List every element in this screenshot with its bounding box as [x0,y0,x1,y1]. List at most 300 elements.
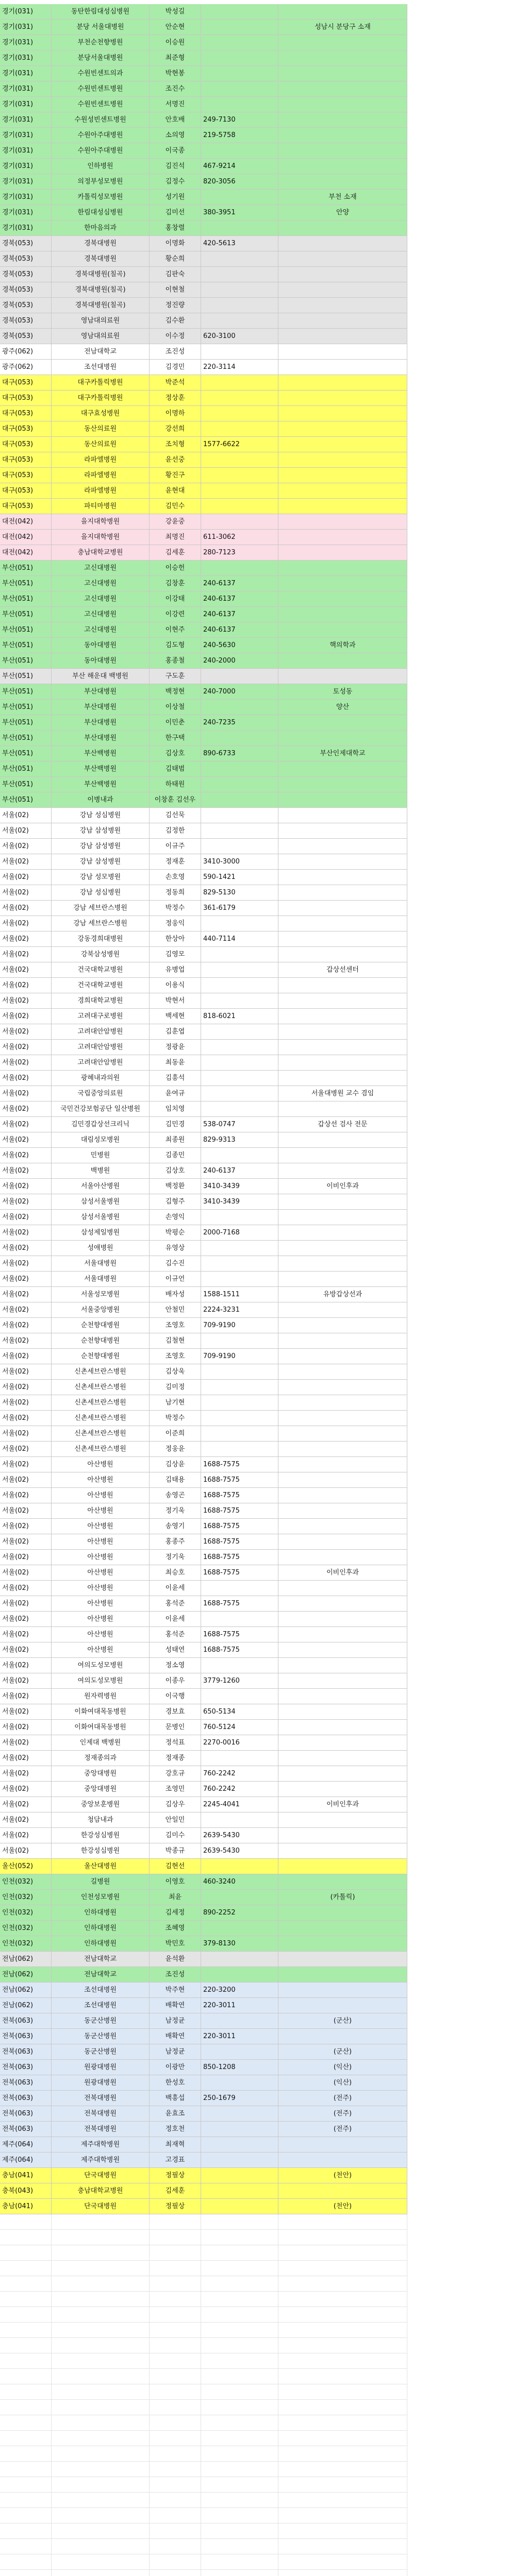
doctor-cell[interactable]: 조진성 [150,344,201,360]
region-cell[interactable]: 인천(032) [0,1874,52,1890]
note-cell[interactable] [278,112,407,128]
region-cell[interactable]: 부산(051) [0,792,52,808]
hospital-cell[interactable]: 전북대병원 [52,2091,150,2106]
empty-cell[interactable] [201,2523,278,2539]
region-cell[interactable]: 부산(051) [0,746,52,761]
doctor-cell[interactable]: 서명진 [150,97,201,112]
doctor-cell[interactable]: 손영익 [150,1210,201,1225]
note-cell[interactable] [278,360,407,375]
note-cell[interactable] [278,916,407,931]
doctor-cell[interactable]: 정필상 [150,2168,201,2183]
empty-cell[interactable] [278,2276,407,2292]
empty-cell[interactable] [201,2384,278,2400]
phone-cell[interactable] [201,375,278,391]
doctor-cell[interactable]: 강호규 [150,1766,201,1782]
empty-cell[interactable] [201,2214,278,2230]
doctor-cell[interactable]: 홍석준 [150,1596,201,1612]
doctor-cell[interactable]: 이상철 [150,700,201,715]
phone-cell[interactable] [201,2183,278,2199]
region-cell[interactable]: 인천(032) [0,1890,52,1905]
region-cell[interactable]: 제주(064) [0,2137,52,2153]
phone-cell[interactable]: 3410-3439 [201,1194,278,1210]
hospital-cell[interactable]: 강남 성심병원 [52,808,150,823]
hospital-cell[interactable]: 단국대병원 [52,2168,150,2183]
doctor-cell[interactable]: 이규언 [150,1272,201,1287]
region-cell[interactable]: 서울(02) [0,1256,52,1272]
doctor-cell[interactable]: 안일민 [150,1812,201,1828]
empty-cell[interactable] [150,2477,201,2493]
region-cell[interactable]: 서울(02) [0,901,52,916]
region-cell[interactable]: 서울(02) [0,1009,52,1024]
doctor-cell[interactable]: 이승원 [150,35,201,50]
note-cell[interactable] [278,1101,407,1117]
note-cell[interactable] [278,1380,407,1395]
hospital-cell[interactable]: 중앙대병원 [52,1766,150,1782]
phone-cell[interactable] [201,1364,278,1380]
phone-cell[interactable]: 280-7123 [201,545,278,561]
phone-cell[interactable]: 219-5758 [201,128,278,143]
region-cell[interactable]: 대구(053) [0,375,52,391]
empty-cell[interactable] [0,2493,52,2508]
empty-cell[interactable] [52,2214,150,2230]
doctor-cell[interactable]: 김경민 [150,360,201,375]
phone-cell[interactable] [201,947,278,962]
empty-cell[interactable] [0,2323,52,2338]
doctor-cell[interactable]: 김형주 [150,1194,201,1210]
region-cell[interactable]: 서울(02) [0,1194,52,1210]
phone-cell[interactable] [201,1921,278,1936]
note-cell[interactable] [278,282,407,298]
phone-cell[interactable] [201,251,278,267]
region-cell[interactable]: 서울(02) [0,1426,52,1442]
region-cell[interactable]: 서울(02) [0,808,52,823]
note-cell[interactable] [278,1364,407,1380]
empty-cell[interactable] [201,2570,278,2576]
doctor-cell[interactable]: 이창훈 김선우 [150,792,201,808]
phone-cell[interactable] [201,1086,278,1101]
region-cell[interactable]: 인천(032) [0,1936,52,1952]
region-cell[interactable]: 서울(02) [0,962,52,978]
note-cell[interactable] [278,1627,407,1642]
empty-cell[interactable] [278,2338,407,2353]
doctor-cell[interactable]: 정기욱 [150,1503,201,1519]
note-cell[interactable] [278,607,407,622]
doctor-cell[interactable]: 송영기 [150,1519,201,1534]
empty-cell[interactable] [150,2523,201,2539]
empty-cell[interactable] [52,2446,150,2462]
doctor-cell[interactable]: 이명화 [150,236,201,251]
hospital-cell[interactable]: 대구효성병원 [52,406,150,421]
phone-cell[interactable] [201,978,278,993]
hospital-cell[interactable]: 아산병원 [52,1627,150,1642]
phone-cell[interactable]: 249-7130 [201,112,278,128]
hospital-cell[interactable]: 경북대병원 [52,251,150,267]
phone-cell[interactable] [201,391,278,406]
phone-cell[interactable]: 890-6733 [201,746,278,761]
phone-cell[interactable] [201,1612,278,1627]
note-cell[interactable] [278,1859,407,1874]
phone-cell[interactable] [201,1101,278,1117]
hospital-cell[interactable]: 조선대병원 [52,360,150,375]
region-cell[interactable]: 서울(02) [0,1534,52,1550]
phone-cell[interactable]: 829-5130 [201,885,278,901]
hospital-cell[interactable]: 국립중앙의료원 [52,1086,150,1101]
hospital-cell[interactable]: 아산병원 [52,1596,150,1612]
phone-cell[interactable] [201,1272,278,1287]
phone-cell[interactable]: 829-9313 [201,1132,278,1148]
phone-cell[interactable] [201,452,278,468]
region-cell[interactable]: 서울(02) [0,1797,52,1812]
region-cell[interactable]: 서울(02) [0,1689,52,1704]
note-cell[interactable] [278,978,407,993]
empty-cell[interactable] [278,2384,407,2400]
note-cell[interactable]: (전주) [278,2091,407,2106]
region-cell[interactable]: 울산(052) [0,1859,52,1874]
doctor-cell[interactable]: 홍석준 [150,1627,201,1642]
region-cell[interactable]: 경기(031) [0,35,52,50]
empty-cell[interactable] [201,2292,278,2307]
empty-cell[interactable] [278,2446,407,2462]
note-cell[interactable] [278,329,407,344]
phone-cell[interactable]: 2639-5430 [201,1828,278,1843]
hospital-cell[interactable]: 영남대의료원 [52,313,150,329]
hospital-cell[interactable]: 정재종의과 [52,1751,150,1766]
note-cell[interactable]: 부천 소재 [278,190,407,205]
doctor-cell[interactable]: 안철민 [150,1302,201,1318]
region-cell[interactable]: 전북(063) [0,2060,52,2075]
empty-cell[interactable] [52,2230,150,2245]
hospital-cell[interactable]: 경북대병원(칠곡) [52,298,150,313]
empty-cell[interactable] [0,2214,52,2230]
note-cell[interactable] [278,1689,407,1704]
doctor-cell[interactable]: 정동희 [150,885,201,901]
phone-cell[interactable] [201,97,278,112]
hospital-cell[interactable]: 광혜내과의원 [52,1071,150,1086]
region-cell[interactable]: 대구(053) [0,406,52,421]
phone-cell[interactable]: 818-6021 [201,1009,278,1024]
phone-cell[interactable] [201,81,278,97]
doctor-cell[interactable]: 김태범 [150,761,201,777]
region-cell[interactable]: 서울(02) [0,1843,52,1859]
note-cell[interactable] [278,236,407,251]
region-cell[interactable]: 서울(02) [0,931,52,947]
doctor-cell[interactable]: 김미정 [150,1380,201,1395]
note-cell[interactable] [278,761,407,777]
phone-cell[interactable] [201,1952,278,1967]
note-cell[interactable] [278,1241,407,1256]
phone-cell[interactable] [201,1426,278,1442]
doctor-cell[interactable]: 박현서 [150,993,201,1009]
doctor-cell[interactable]: 백흥섭 [150,2091,201,2106]
doctor-cell[interactable]: 구도훈 [150,669,201,684]
empty-cell[interactable] [278,2292,407,2307]
region-cell[interactable]: 서울(02) [0,1364,52,1380]
note-cell[interactable] [278,2029,407,2044]
note-cell[interactable] [278,1936,407,1952]
empty-cell[interactable] [52,2539,150,2554]
hospital-cell[interactable]: 수원아주대병원 [52,143,150,159]
region-cell[interactable]: 서울(02) [0,1071,52,1086]
region-cell[interactable]: 서울(02) [0,1751,52,1766]
region-cell[interactable]: 서울(02) [0,1735,52,1751]
empty-cell[interactable] [150,2369,201,2384]
empty-cell[interactable] [0,2508,52,2523]
note-cell[interactable]: (천안) [278,2168,407,2183]
hospital-cell[interactable]: 경북대병원(칠곡) [52,282,150,298]
phone-cell[interactable] [201,1442,278,1457]
doctor-cell[interactable]: 김정한 [150,823,201,839]
hospital-cell[interactable]: 이병내과 [52,792,150,808]
hospital-cell[interactable]: 부산대병원 [52,715,150,731]
region-cell[interactable]: 대전(042) [0,545,52,561]
empty-cell[interactable] [150,2230,201,2245]
note-cell[interactable] [278,777,407,792]
hospital-cell[interactable]: 대림성모병원 [52,1132,150,1148]
empty-cell[interactable] [52,2554,150,2570]
hospital-cell[interactable]: 여의도성모병원 [52,1673,150,1689]
region-cell[interactable]: 서울(02) [0,1704,52,1720]
phone-cell[interactable] [201,823,278,839]
empty-cell[interactable] [52,2400,150,2415]
doctor-cell[interactable]: 고경표 [150,2153,201,2168]
hospital-cell[interactable]: 성애병원 [52,1241,150,1256]
hospital-cell[interactable]: 원광대병원 [52,2075,150,2091]
hospital-cell[interactable]: 인하대병원 [52,1936,150,1952]
doctor-cell[interactable]: 유영상 [150,1241,201,1256]
hospital-cell[interactable]: 중앙대병원 [52,1782,150,1797]
region-cell[interactable]: 서울(02) [0,1210,52,1225]
note-cell[interactable] [278,514,407,530]
doctor-cell[interactable]: 최윤 [150,1890,201,1905]
hospital-cell[interactable]: 고신대병원 [52,561,150,576]
region-cell[interactable]: 경북(053) [0,267,52,282]
hospital-cell[interactable]: 이화여대목동병원 [52,1704,150,1720]
note-cell[interactable]: 이비인후과 [278,1797,407,1812]
region-cell[interactable]: 서울(02) [0,870,52,885]
phone-cell[interactable] [201,2075,278,2091]
region-cell[interactable]: 서울(02) [0,1179,52,1194]
hospital-cell[interactable]: 여의도성모병원 [52,1658,150,1673]
doctor-cell[interactable]: 정진량 [150,298,201,313]
doctor-cell[interactable]: 정재종 [150,1751,201,1766]
doctor-cell[interactable]: 이영호 [150,1874,201,1890]
phone-cell[interactable] [201,2137,278,2153]
region-cell[interactable]: 부산(051) [0,576,52,591]
empty-cell[interactable] [201,2446,278,2462]
region-cell[interactable]: 전북(063) [0,2106,52,2122]
phone-cell[interactable]: 240-6137 [201,622,278,638]
note-cell[interactable]: (익산) [278,2060,407,2075]
empty-cell[interactable] [52,2570,150,2576]
phone-cell[interactable] [201,1040,278,1055]
note-cell[interactable] [278,1349,407,1364]
phone-cell[interactable] [201,1967,278,1982]
phone-cell[interactable] [201,514,278,530]
empty-cell[interactable] [52,2431,150,2446]
doctor-cell[interactable]: 소의영 [150,128,201,143]
doctor-cell[interactable]: 이강련 [150,607,201,622]
phone-cell[interactable]: 240-2000 [201,653,278,669]
empty-cell[interactable] [150,2245,201,2261]
region-cell[interactable]: 경기(031) [0,143,52,159]
note-cell[interactable]: 갑상선 검사 전문 [278,1117,407,1132]
empty-cell[interactable] [278,2570,407,2576]
phone-cell[interactable]: 709-9190 [201,1318,278,1333]
empty-cell[interactable] [0,2292,52,2307]
empty-cell[interactable] [150,2292,201,2307]
phone-cell[interactable]: 250-1679 [201,2091,278,2106]
hospital-cell[interactable]: 아산병원 [52,1519,150,1534]
region-cell[interactable]: 인천(032) [0,1921,52,1936]
note-cell[interactable] [278,313,407,329]
empty-cell[interactable] [52,2415,150,2431]
phone-cell[interactable]: 620-3100 [201,329,278,344]
phone-cell[interactable] [201,20,278,35]
phone-cell[interactable]: 760-2242 [201,1782,278,1797]
region-cell[interactable]: 경기(031) [0,205,52,221]
region-cell[interactable]: 부산(051) [0,561,52,576]
phone-cell[interactable]: 1688-7575 [201,1534,278,1550]
region-cell[interactable]: 경기(031) [0,159,52,174]
doctor-cell[interactable]: 경보효 [150,1704,201,1720]
doctor-cell[interactable]: 최승호 [150,1565,201,1581]
note-cell[interactable] [278,808,407,823]
region-cell[interactable]: 대전(042) [0,530,52,545]
phone-cell[interactable]: 240-6137 [201,607,278,622]
hospital-cell[interactable]: 을지대학병원 [52,530,150,545]
doctor-cell[interactable]: 이윤세 [150,1612,201,1627]
note-cell[interactable] [278,839,407,854]
doctor-cell[interactable]: 김현선 [150,1859,201,1874]
note-cell[interactable] [278,128,407,143]
empty-cell[interactable] [150,2261,201,2276]
hospital-cell[interactable]: 라파엘병원 [52,468,150,483]
hospital-cell[interactable]: 을지대학병원 [52,514,150,530]
note-cell[interactable] [278,344,407,360]
doctor-cell[interactable]: 김상호 [150,1163,201,1179]
empty-cell[interactable] [201,2539,278,2554]
doctor-cell[interactable]: 김세훈 [150,2183,201,2199]
hospital-cell[interactable]: 수원빈센트의과 [52,66,150,81]
empty-cell[interactable] [150,2384,201,2400]
empty-cell[interactable] [0,2307,52,2323]
hospital-cell[interactable]: 고려대안암병원 [52,1040,150,1055]
doctor-cell[interactable]: 홍종주 [150,1534,201,1550]
phone-cell[interactable] [201,2106,278,2122]
phone-cell[interactable]: 1688-7575 [201,1519,278,1534]
note-cell[interactable] [278,4,407,20]
hospital-cell[interactable]: 전남대학교 [52,1952,150,1967]
phone-cell[interactable]: 1688-7575 [201,1550,278,1565]
hospital-cell[interactable]: 강남 삼성병원 [52,839,150,854]
region-cell[interactable]: 서울(02) [0,1055,52,1071]
empty-cell[interactable] [52,2384,150,2400]
region-cell[interactable]: 서울(02) [0,1333,52,1349]
region-cell[interactable]: 경기(031) [0,221,52,236]
phone-cell[interactable] [201,700,278,715]
note-cell[interactable] [278,2137,407,2153]
hospital-cell[interactable]: 한강성심병원 [52,1843,150,1859]
empty-cell[interactable] [0,2570,52,2576]
doctor-cell[interactable]: 이민춘 [150,715,201,731]
note-cell[interactable] [278,2153,407,2168]
region-cell[interactable]: 경북(053) [0,282,52,298]
empty-cell[interactable] [52,2508,150,2523]
hospital-cell[interactable]: 민병원 [52,1148,150,1163]
doctor-cell[interactable]: 박정수 [150,1411,201,1426]
hospital-cell[interactable]: 아산병원 [52,1565,150,1581]
note-cell[interactable] [278,1642,407,1658]
hospital-cell[interactable]: 서울대병원 [52,1256,150,1272]
note-cell[interactable] [278,1751,407,1766]
hospital-cell[interactable]: 이화여대목동병원 [52,1720,150,1735]
phone-cell[interactable]: 240-6137 [201,591,278,607]
doctor-cell[interactable]: 이윤세 [150,1581,201,1596]
hospital-cell[interactable]: 중앙보훈병원 [52,1797,150,1812]
note-cell[interactable] [278,885,407,901]
empty-cell[interactable] [0,2415,52,2431]
region-cell[interactable]: 서울(02) [0,1519,52,1534]
region-cell[interactable]: 부산(051) [0,700,52,715]
phone-cell[interactable] [201,962,278,978]
phone-cell[interactable] [201,421,278,437]
hospital-cell[interactable]: 고신대병원 [52,576,150,591]
hospital-cell[interactable]: 건국대학교병원 [52,962,150,978]
hospital-cell[interactable]: 원자력병원 [52,1689,150,1704]
doctor-cell[interactable]: 박정수 [150,901,201,916]
hospital-cell[interactable]: 조선대병원 [52,1998,150,2013]
region-cell[interactable]: 경북(053) [0,251,52,267]
note-cell[interactable] [278,823,407,839]
doctor-cell[interactable]: 이승헌 [150,561,201,576]
note-cell[interactable] [278,298,407,313]
region-cell[interactable]: 서울(02) [0,1828,52,1843]
doctor-cell[interactable]: 조영호 [150,1318,201,1333]
note-cell[interactable] [278,1272,407,1287]
empty-cell[interactable] [150,2539,201,2554]
hospital-cell[interactable]: 강북삼성병원 [52,947,150,962]
phone-cell[interactable]: 220-3011 [201,2029,278,2044]
note-cell[interactable] [278,1488,407,1503]
region-cell[interactable]: 서울(02) [0,1565,52,1581]
empty-cell[interactable] [150,2323,201,2338]
note-cell[interactable] [278,947,407,962]
region-cell[interactable]: 충남(041) [0,2168,52,2183]
note-cell[interactable] [278,715,407,731]
empty-cell[interactable] [52,2307,150,2323]
note-cell[interactable] [278,66,407,81]
empty-cell[interactable] [52,2338,150,2353]
hospital-cell[interactable]: 경북대병원 [52,236,150,251]
region-cell[interactable]: 서울(02) [0,1581,52,1596]
doctor-cell[interactable]: 최준형 [150,50,201,66]
empty-cell[interactable] [278,2323,407,2338]
empty-cell[interactable] [0,2261,52,2276]
doctor-cell[interactable]: 박성길 [150,4,201,20]
empty-cell[interactable] [201,2323,278,2338]
doctor-cell[interactable]: 박주현 [150,1982,201,1998]
region-cell[interactable]: 서울(02) [0,1812,52,1828]
phone-cell[interactable] [201,143,278,159]
empty-cell[interactable] [52,2276,150,2292]
phone-cell[interactable]: 820-3056 [201,174,278,190]
empty-cell[interactable] [278,2307,407,2323]
region-cell[interactable]: 서울(02) [0,823,52,839]
note-cell[interactable] [278,1673,407,1689]
note-cell[interactable]: 갑상선센터 [278,962,407,978]
hospital-cell[interactable]: 전북대병원 [52,2106,150,2122]
doctor-cell[interactable]: 정광윤 [150,1040,201,1055]
